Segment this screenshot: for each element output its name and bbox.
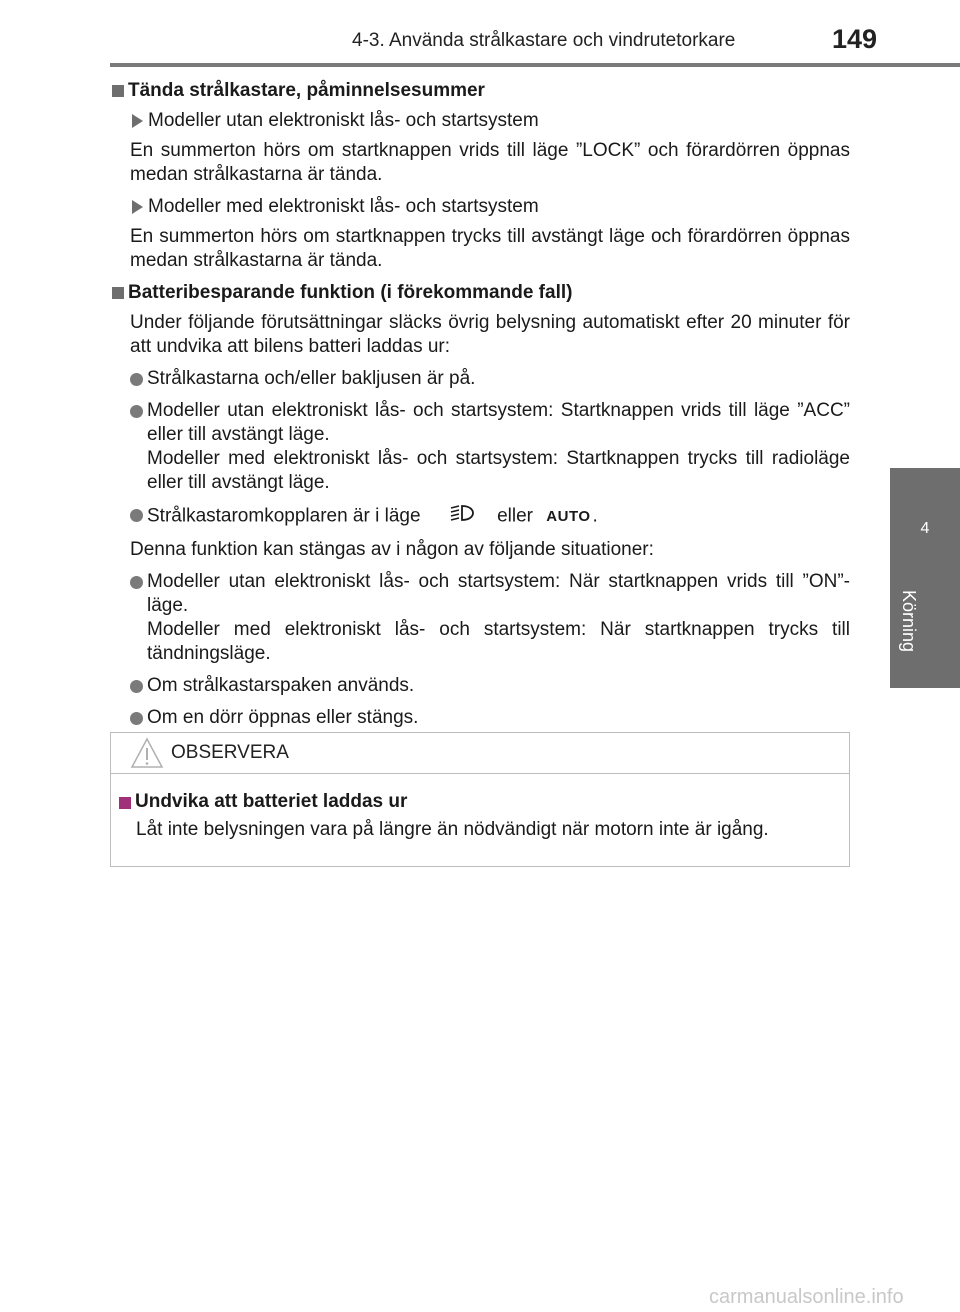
watermark: carmanualsonline.info (709, 1286, 904, 1308)
bullet-dot-icon (130, 680, 143, 693)
list-item-text: . (592, 505, 598, 527)
list-item-text: eller (497, 505, 533, 527)
subheading-with-smart-key (110, 195, 850, 219)
chapter-number: 4 (920, 520, 930, 537)
bullet-dot-icon (130, 405, 143, 418)
notice-header (111, 733, 849, 774)
paragraph-battery-saver-intro: Under följande förutsättningar släcks övrig belysning automatiskt efter 20 minuter för att undvika att bilens batteri laddas ur: (130, 312, 850, 357)
auto-mode-icon: AUTO (546, 507, 591, 525)
bullet-dot-icon (130, 576, 143, 589)
list-item (110, 367, 850, 391)
section-heading-text: Batteribesparande funktion (i förekommande fall) (128, 282, 573, 303)
section-heading-battery-saver (110, 281, 850, 305)
page-number: 149 (832, 24, 878, 54)
header-rule (110, 63, 960, 67)
paragraph-off-buzzer: En summerton hörs om startknappen trycks till avstängt läge och förardörren öppnas medan strålkastarna är tända. (130, 226, 850, 271)
list-item-text: Om strålkastarspaken används. (147, 675, 415, 696)
section-heading-reminder-buzzer (110, 79, 850, 103)
triangle-right-icon (132, 114, 143, 128)
section-square-icon (119, 797, 131, 809)
headlight-icon (448, 503, 476, 530)
notice-heading (117, 791, 407, 813)
list-item (110, 570, 850, 666)
list-item-text: Modeller med elektroniskt lås- och startsystem: Startknappen trycks till radioläge eller till avstängt läge. (147, 448, 850, 493)
subheading-text: Modeller utan elektroniskt lås- och startsystem (148, 110, 539, 131)
notice-text: Låt inte belysningen vara på längre än nödvändigt när motorn inte är igång. (136, 819, 769, 840)
list-item-text: Modeller utan elektroniskt lås- och startsystem: Startknappen vrids till läge ”ACC” eller till avstängt läge. (147, 400, 850, 445)
notice-heading-text: Undvika att batteriet laddas ur (135, 791, 408, 812)
list-item-text: Strålkastarna och/eller bakljusen är på. (147, 368, 476, 389)
section-square-icon (112, 85, 124, 97)
subheading-text: Modeller med elektroniskt lås- och startsystem (148, 196, 539, 217)
list-item-text: Om en dörr öppnas eller stängs. (147, 707, 419, 728)
triangle-right-icon (132, 200, 143, 214)
paragraph-cancel-intro: Denna funktion kan stängas av i någon av följande situationer: (130, 539, 654, 560)
bullet-dot-icon (130, 509, 143, 522)
list-item-text: Modeller med elektroniskt lås- och startsystem: När startknappen trycks till tändningsläge. (147, 619, 850, 664)
subheading-without-smart-key (110, 109, 850, 133)
list-item (110, 674, 850, 698)
list-item-text: Modeller utan elektroniskt lås- och startsystem: När startknappen vrids till ”ON”-läge. (147, 571, 850, 616)
chapter-label-box (898, 590, 928, 660)
warning-triangle-icon (129, 736, 165, 775)
bullet-dot-icon (130, 712, 143, 725)
main-content (110, 75, 850, 738)
list-item-text: Strålkastaromkopplaren är i läge (147, 505, 421, 527)
notice-title: OBSERVERA (171, 742, 289, 763)
list-item (110, 399, 850, 495)
section-heading-text: Tända strålkastare, påminnelsesummer (128, 80, 485, 101)
notice-box (110, 732, 850, 867)
paragraph-lock-buzzer: En summerton hörs om startknappen vrids till läge ”LOCK” och förardörren öppnas medan strålkastarna är tända. (130, 140, 850, 185)
section-square-icon (112, 287, 124, 299)
chapter-label: Körning (899, 590, 919, 653)
bullet-dot-icon (130, 373, 143, 386)
chapter-tab-number-box (890, 470, 960, 550)
running-header: 4-3. Använda strålkastare och vindrutetorkare (352, 30, 736, 51)
list-item (110, 503, 850, 530)
list-item (110, 706, 850, 730)
